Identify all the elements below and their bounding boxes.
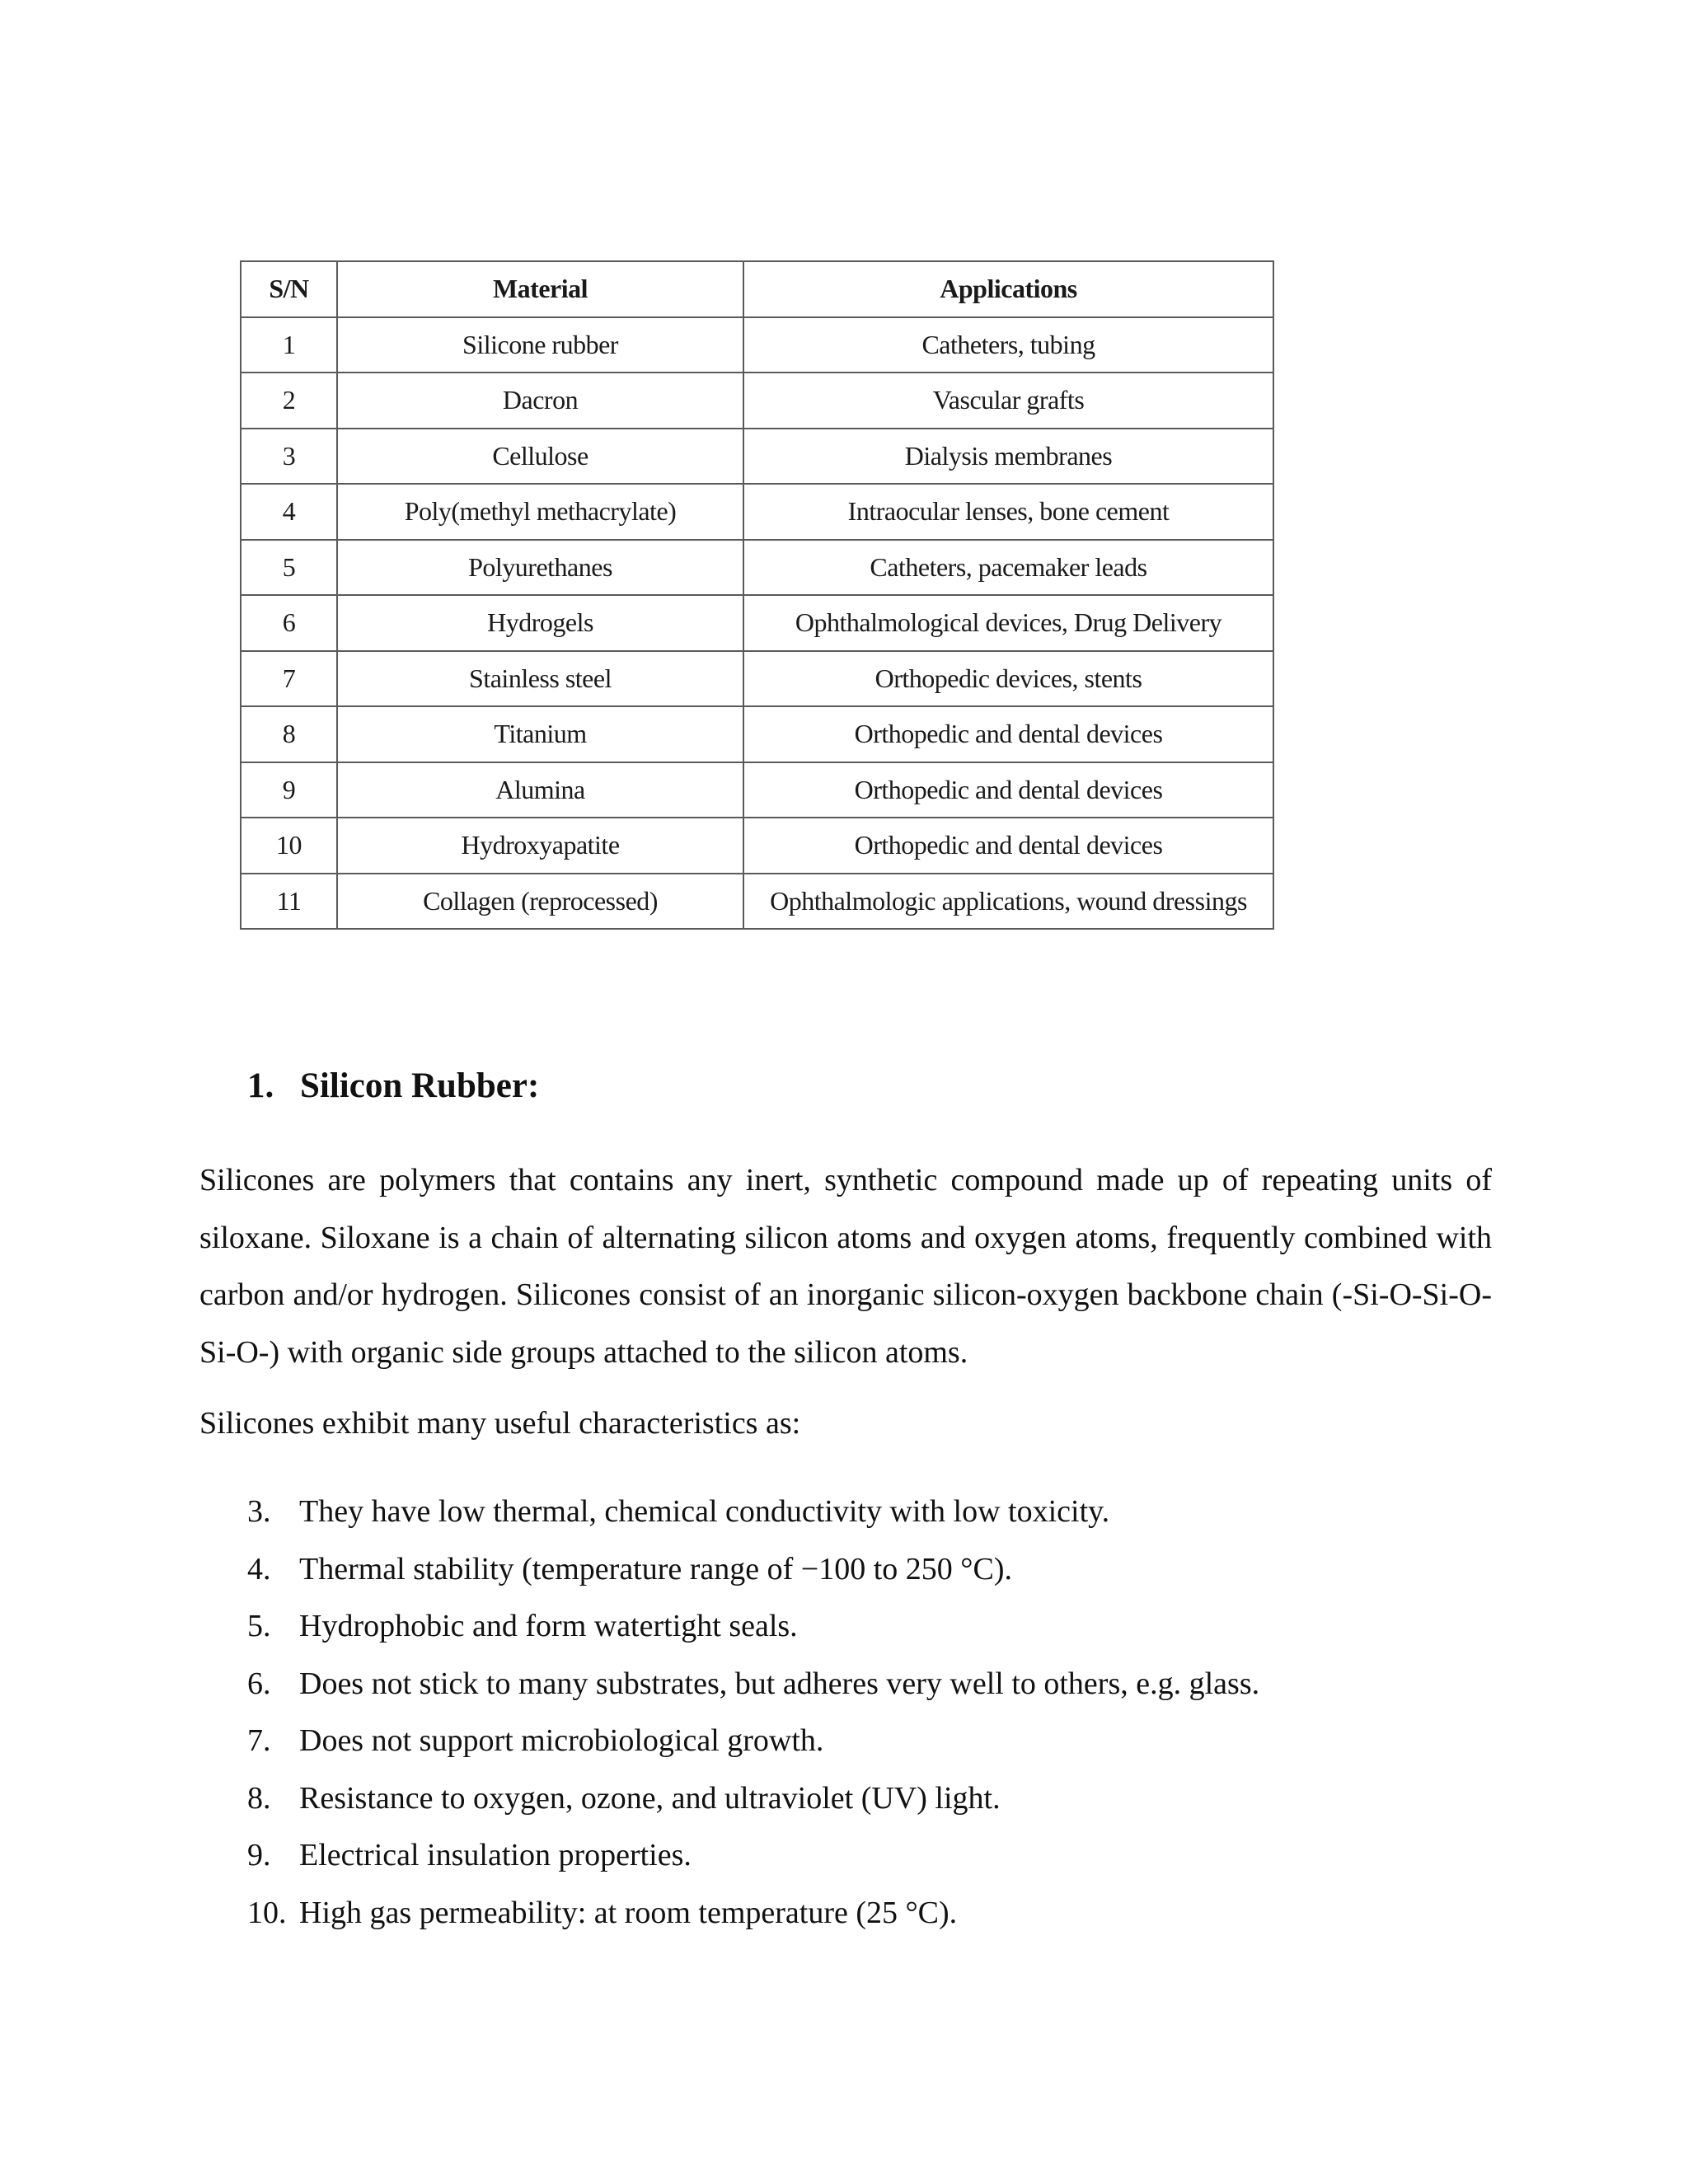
list-item-text: Electrical insulation properties. (299, 1838, 692, 1872)
cell-material: Hydroxyapatite (337, 818, 743, 874)
intro-paragraph: Silicones are polymers that contains any inert, synthetic compound made up of repeating units of siloxane. Siloxane is a chain of alternating silicon atoms and oxygen atoms, frequently combined with carbon and/or hydrogen. Silicones consist of an inorganic silicon-oxygen backbone chain (-Si-O-Si-O-Si-O-) with organic side groups attached to the silicon atoms. (199, 1163, 1492, 1370)
list-item (247, 1885, 1484, 1943)
cell-sn: 9 (241, 762, 337, 818)
list-item-text: They have low thermal, chemical conductivity with low toxicity. (299, 1494, 1110, 1529)
cell-material: Silicone rubber (337, 317, 743, 373)
section-heading (247, 1066, 539, 1106)
cell-applications: Catheters, pacemaker leads (743, 540, 1273, 596)
list-item (247, 1827, 1484, 1885)
cell-material: Alumina (337, 762, 743, 818)
cell-applications: Intraocular lenses, bone cement (743, 484, 1273, 540)
cell-sn: 10 (241, 818, 337, 874)
table-row (241, 762, 1273, 818)
cell-material: Titanium (337, 706, 743, 762)
list-item (247, 1598, 1484, 1656)
cell-material: Polyurethanes (337, 540, 743, 596)
list-item-text: Does not support microbiological growth. (299, 1723, 824, 1758)
list-item-text: Hydrophobic and form watertight seals. (299, 1609, 798, 1643)
list-item-number: 7. (247, 1723, 271, 1758)
column-header-applications: Applications (743, 261, 1273, 317)
section-number: 1. (247, 1066, 274, 1105)
table-row (241, 818, 1273, 874)
cell-applications: Orthopedic and dental devices (743, 762, 1273, 818)
cell-material: Poly(methyl methacrylate) (337, 484, 743, 540)
list-item-number: 10. (247, 1895, 287, 1930)
list-item (247, 1770, 1484, 1828)
cell-sn: 11 (241, 874, 337, 930)
list-item (247, 1656, 1484, 1713)
list-item-text: High gas permeability: at room temperature (25 °C). (299, 1895, 958, 1930)
table-header-row (241, 261, 1273, 317)
cell-sn: 1 (241, 317, 337, 373)
table-row (241, 874, 1273, 930)
cell-applications: Dialysis membranes (743, 429, 1273, 485)
cell-applications: Vascular grafts (743, 373, 1273, 429)
list-item (247, 1541, 1484, 1599)
table-row (241, 373, 1273, 429)
table-row (241, 595, 1273, 651)
list-item-number: 3. (247, 1494, 271, 1529)
cell-applications: Orthopedic devices, stents (743, 651, 1273, 707)
lead-paragraph: Silicones exhibit many useful characteristics as: (199, 1406, 801, 1441)
list-item-number: 8. (247, 1780, 271, 1816)
cell-sn: 7 (241, 651, 337, 707)
table-row (241, 540, 1273, 596)
cell-sn: 2 (241, 373, 337, 429)
cell-applications: Orthopedic and dental devices (743, 818, 1273, 874)
list-item-text: Thermal stability (temperature range of −100 to 250 °C). (299, 1551, 1012, 1586)
cell-material: Hydrogels (337, 595, 743, 651)
cell-sn: 3 (241, 429, 337, 485)
table-row (241, 651, 1273, 707)
cell-material: Cellulose (337, 429, 743, 485)
list-item-number: 4. (247, 1551, 271, 1586)
cell-sn: 8 (241, 706, 337, 762)
column-header-sn: S/N (241, 261, 337, 317)
cell-sn: 4 (241, 484, 337, 540)
list-item-number: 6. (247, 1666, 271, 1701)
list-item-text: Does not stick to many substrates, but adheres very well to others, e.g. glass. (299, 1666, 1260, 1701)
cell-applications: Catheters, tubing (743, 317, 1273, 373)
characteristics-list (247, 1483, 1484, 1942)
table-row (241, 484, 1273, 540)
table-row (241, 317, 1273, 373)
list-item-number: 9. (247, 1838, 271, 1872)
cell-applications: Ophthalmological devices, Drug Delivery (743, 595, 1273, 651)
list-item-text: Resistance to oxygen, ozone, and ultraviolet (UV) light. (299, 1780, 1001, 1816)
column-header-material: Material (337, 261, 743, 317)
cell-applications: Ophthalmologic applications, wound dressings (743, 874, 1273, 930)
cell-material: Stainless steel (337, 651, 743, 707)
table-row (241, 706, 1273, 762)
cell-material: Dacron (337, 373, 743, 429)
cell-sn: 6 (241, 595, 337, 651)
cell-applications: Orthopedic and dental devices (743, 706, 1273, 762)
cell-sn: 5 (241, 540, 337, 596)
list-item (247, 1483, 1484, 1541)
section-title: Silicon Rubber: (300, 1066, 540, 1105)
cell-material: Collagen (reprocessed) (337, 874, 743, 930)
materials-table (240, 260, 1274, 930)
list-item (247, 1713, 1484, 1770)
table-row (241, 429, 1273, 485)
list-item-number: 5. (247, 1609, 271, 1643)
